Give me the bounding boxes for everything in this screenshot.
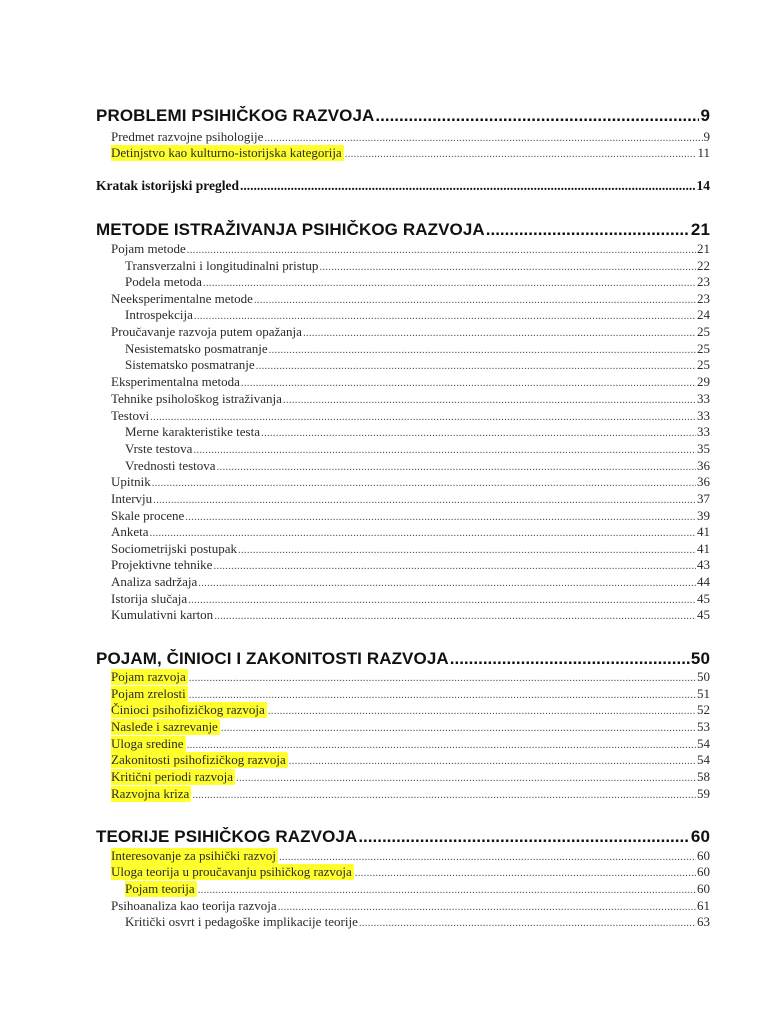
dot-leader — [279, 851, 696, 863]
toc-entry[interactable] — [125, 424, 710, 441]
toc-entry-title: POJAM, ČINIOCI I ZAKONITOSTI RAZVOJA — [96, 649, 449, 668]
toc-entry[interactable] — [111, 864, 710, 881]
dot-leader — [269, 344, 696, 356]
toc-entry-title: Anketa — [111, 524, 149, 539]
toc-entry[interactable] — [111, 474, 710, 491]
toc-entry-title: Razvojna kriza — [111, 786, 190, 801]
toc-entry-title: Pojam metode — [111, 241, 186, 256]
toc-entry[interactable] — [111, 848, 710, 865]
toc-entry-title: Pojam razvoja — [111, 669, 186, 684]
toc-entry-page-number: 33 — [697, 408, 710, 423]
dot-leader — [268, 705, 696, 717]
toc-entry-title: Kumulativni karton — [111, 607, 214, 622]
toc-entry[interactable] — [111, 591, 710, 608]
toc-entry-page-number: 63 — [697, 914, 710, 929]
toc-entry-title: Pojam teorija — [125, 881, 195, 896]
toc-entry[interactable] — [111, 408, 710, 425]
toc-entry-title: Predmet razvojne psihologije — [111, 129, 264, 144]
dot-leader — [217, 461, 696, 473]
toc-entry-title: Nesistematsko posmatranje — [125, 341, 268, 356]
dot-leader — [198, 577, 696, 589]
dot-leader — [240, 178, 696, 194]
toc-entry-page-number: 37 — [697, 491, 710, 506]
toc-entry[interactable] — [125, 441, 710, 458]
toc-entry-title: Nasleđe i sazrevanje — [111, 719, 218, 734]
toc-entry[interactable] — [111, 736, 710, 753]
dot-leader — [153, 494, 696, 506]
dot-leader — [261, 427, 696, 439]
toc-entry[interactable] — [111, 574, 710, 591]
toc-entry-title: Kratak istorijski pregled — [96, 178, 239, 193]
toc-chapter-entry[interactable] — [96, 649, 710, 671]
toc-entry-title: Istorija slučaja — [111, 591, 188, 606]
toc-entry-title: Projektivne tehnike — [111, 557, 213, 572]
dot-leader — [193, 444, 696, 456]
toc-entry-title: Neeksperimentalne metode — [111, 291, 253, 306]
toc-entry-page-number: 14 — [696, 178, 710, 193]
toc-entry-page-number: 36 — [697, 474, 710, 489]
dot-leader — [254, 294, 696, 306]
toc-entry[interactable] — [111, 491, 710, 508]
toc-entry[interactable] — [111, 541, 710, 558]
toc-entry-title: Podela metoda — [125, 274, 202, 289]
toc-entry-page-number: 21 — [690, 220, 710, 239]
dot-leader — [189, 672, 696, 684]
dot-leader — [187, 244, 696, 256]
toc-entry[interactable] — [111, 769, 710, 786]
toc-entry-title: Vrste testova — [125, 441, 193, 456]
toc-entry[interactable] — [125, 307, 710, 324]
toc-entry[interactable] — [111, 508, 710, 525]
toc-entry-page-number: 25 — [697, 324, 710, 339]
dot-leader — [238, 544, 696, 556]
toc-entry-page-number: 54 — [697, 736, 710, 751]
dot-leader — [189, 689, 696, 701]
toc-entry[interactable] — [111, 241, 710, 258]
toc-entry-title: Analiza sadržaja — [111, 574, 198, 589]
toc-entry-title: Kritični periodi razvoja — [111, 769, 234, 784]
toc-entry-title: Transverzalni i longitudinalni pristup — [125, 258, 319, 273]
toc-entry-page-number: 60 — [697, 848, 710, 863]
toc-entry[interactable] — [111, 686, 710, 703]
toc-entry[interactable] — [111, 291, 710, 308]
toc-entry-title: Činioci psihofizičkog razvoja — [111, 702, 265, 717]
toc-chapter-entry[interactable] — [96, 220, 710, 242]
toc-entry[interactable] — [111, 669, 710, 686]
toc-entry[interactable] — [125, 914, 710, 931]
toc-entry[interactable] — [125, 274, 710, 291]
toc-entry-page-number: 35 — [697, 441, 710, 456]
dot-leader — [214, 610, 696, 622]
toc-entry[interactable] — [111, 129, 710, 146]
toc-entry-title: Detinjstvo kao kulturno-istorijska kategorija — [111, 145, 342, 160]
dot-leader — [264, 132, 702, 144]
dot-leader — [359, 917, 696, 929]
toc-entry-title: Zakonitosti psihofizičkog razvoja — [111, 752, 286, 767]
toc-entry-page-number: 22 — [697, 258, 710, 273]
toc-entry-page-number: 54 — [697, 752, 710, 767]
dot-leader — [345, 148, 697, 160]
toc-entry-page-number: 43 — [697, 557, 710, 572]
toc-entry-page-number: 60 — [690, 827, 710, 846]
toc-entry-page-number: 23 — [697, 291, 710, 306]
toc-entry-title: Intervju — [111, 491, 153, 506]
toc-entry[interactable] — [111, 786, 710, 803]
dot-leader — [241, 377, 696, 389]
dot-leader — [192, 789, 696, 801]
toc-entry[interactable] — [96, 178, 710, 196]
dot-leader — [303, 327, 696, 339]
dot-leader — [236, 772, 696, 784]
toc-entry[interactable] — [125, 357, 710, 374]
dot-leader — [358, 827, 690, 847]
toc-entry[interactable] — [111, 702, 710, 719]
toc-entry-title: Testovi — [111, 408, 150, 423]
dot-leader — [150, 411, 696, 423]
toc-entry-page-number: 24 — [697, 307, 710, 322]
toc-entry[interactable] — [111, 391, 710, 408]
toc-entry-title: Vrednosti testova — [125, 458, 216, 473]
toc-entry-page-number: 21 — [697, 241, 710, 256]
dot-leader — [213, 560, 696, 572]
toc-entry-page-number: 50 — [697, 669, 710, 684]
toc-entry[interactable] — [111, 752, 710, 769]
dot-leader — [375, 106, 699, 126]
dot-leader — [187, 739, 696, 751]
toc-entry-page-number: 44 — [697, 574, 710, 589]
toc-entry-title: Eksperimentalna metoda — [111, 374, 240, 389]
toc-entry-title: Merne karakteristike testa — [125, 424, 260, 439]
toc-entry[interactable] — [111, 719, 710, 736]
toc-chapter-entry[interactable] — [96, 106, 710, 128]
dot-leader — [256, 360, 696, 372]
toc-entry-page-number: 9 — [700, 106, 710, 125]
toc-entry[interactable] — [111, 145, 710, 162]
toc-entry-page-number: 58 — [697, 769, 710, 784]
toc-entry-page-number: 51 — [697, 686, 710, 701]
toc-entry-title: Pojam zrelosti — [111, 686, 186, 701]
toc-entry-page-number: 45 — [697, 591, 710, 606]
toc-entry-page-number: 23 — [697, 274, 710, 289]
toc-entry[interactable] — [111, 898, 710, 915]
toc-entry-title: Uloga sredine — [111, 736, 184, 751]
toc-entry[interactable] — [111, 524, 710, 541]
toc-entry-title: Proučavanje razvoja putem opažanja — [111, 324, 302, 339]
toc-entry-page-number: 60 — [697, 881, 710, 896]
dot-leader — [198, 884, 696, 896]
toc-entry-page-number: 33 — [697, 391, 710, 406]
toc-chapter-entry[interactable] — [96, 827, 710, 849]
dot-leader — [283, 394, 696, 406]
dot-leader — [289, 755, 696, 767]
toc-entry-page-number: 60 — [697, 864, 710, 879]
toc-entry-page-number: 61 — [697, 898, 710, 913]
toc-entry-page-number: 53 — [697, 719, 710, 734]
dot-leader — [150, 527, 696, 539]
dot-leader — [185, 511, 696, 523]
toc-entry-page-number: 50 — [690, 649, 710, 668]
toc-entry-page-number: 59 — [697, 786, 710, 801]
dot-leader — [450, 649, 690, 669]
toc-entry-page-number: 33 — [697, 424, 710, 439]
toc-entry-title: METODE ISTRAŽIVANJA PSIHIČKOG RAZVOJA — [96, 220, 485, 239]
dot-leader — [278, 901, 696, 913]
toc-entry-page-number: 41 — [697, 541, 710, 556]
dot-leader — [194, 310, 696, 322]
toc-entry-title: Skale procene — [111, 508, 185, 523]
toc-entry-title: Uloga teorija u proučavanju psihičkog razvoja — [111, 864, 352, 879]
toc-entry-page-number: 25 — [697, 357, 710, 372]
dot-leader — [355, 867, 696, 879]
toc-entry[interactable] — [111, 607, 710, 624]
dot-leader — [486, 220, 690, 240]
toc-entry-title: Upitnik — [111, 474, 151, 489]
toc-entry-title: Sociometrijski postupak — [111, 541, 238, 556]
toc-entry[interactable] — [125, 458, 710, 475]
toc-entry[interactable] — [111, 374, 710, 391]
toc-entry-title: TEORIJE PSIHIČKOG RAZVOJA — [96, 827, 358, 846]
toc-entry-title: Psihoanaliza kao teorija razvoja — [111, 898, 277, 913]
toc-entry-title: Interesovanje za psihički razvoj — [111, 848, 276, 863]
toc-entry-page-number: 9 — [703, 129, 710, 144]
toc-entry-title: PROBLEMI PSIHIČKOG RAZVOJA — [96, 106, 375, 125]
toc-entry-page-number: 41 — [697, 524, 710, 539]
toc-entry-page-number: 52 — [697, 702, 710, 717]
toc-entry-title: Kritički osvrt i pedagoške implikacije teorije — [125, 914, 358, 929]
toc-entry-page-number: 29 — [697, 374, 710, 389]
toc-entry-title: Introspekcija — [125, 307, 193, 322]
dot-leader — [319, 261, 696, 273]
toc-entry[interactable] — [125, 341, 710, 358]
toc-entry-page-number: 39 — [697, 508, 710, 523]
dot-leader — [221, 722, 696, 734]
toc-entry-title: Tehnike psihološkog istraživanja — [111, 391, 282, 406]
toc-entry[interactable] — [125, 881, 710, 898]
toc-entry[interactable] — [111, 324, 710, 341]
toc-entry[interactable] — [125, 258, 710, 275]
dot-leader — [152, 477, 696, 489]
dot-leader — [203, 277, 696, 289]
toc-entry-page-number: 36 — [697, 458, 710, 473]
dot-leader — [188, 594, 696, 606]
toc-entry[interactable] — [111, 557, 710, 574]
toc-entry-title: Sistematsko posmatranje — [125, 357, 255, 372]
toc-entry-page-number: 25 — [697, 341, 710, 356]
toc-entry-page-number: 45 — [697, 607, 710, 622]
toc-entry-page-number: 11 — [697, 145, 710, 160]
